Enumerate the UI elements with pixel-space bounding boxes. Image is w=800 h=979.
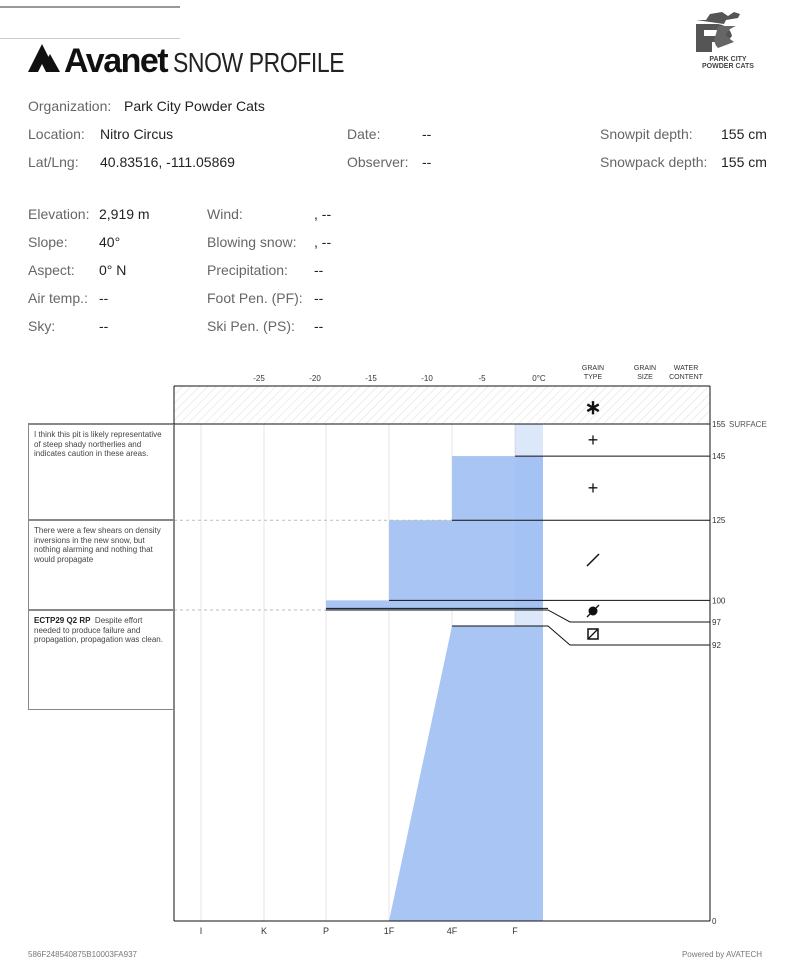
surface-label: SURFACE [729,420,767,429]
elevation-label: Elevation: [28,206,90,222]
foot-pen-label: Foot Pen. (PF): [207,290,303,306]
elevation-value: 2,919 m [99,206,150,222]
grain-symbol-0: + [587,430,599,451]
grain-symbol-1: + [587,478,599,499]
blowing-snow-label: Blowing snow: [207,234,297,250]
hardness-tick-label: 4F [446,926,458,936]
powered-by: Powered by AVATECH [681,950,762,959]
hardness-overlap [515,424,543,626]
product-name: SNOW PROFILE [173,47,345,78]
hardness-tick-label: I [199,926,203,936]
precipitation-value: -- [314,262,324,278]
height-label: 100 [712,596,726,606]
partner-line2: POWDER CATS [702,63,754,70]
snowpit-depth-label: Snowpit depth: [600,126,693,142]
ski-pen-value: -- [314,318,324,334]
aspect-value: 0° N [99,262,127,278]
temp-tick-label: 0°C [532,374,546,383]
hardness-tick-label: P [322,926,330,936]
temp-tick-label: -5 [478,374,486,383]
organization-value: Park City Powder Cats [124,98,265,114]
stability-test-result: ECTP29 Q2 RP [34,616,91,625]
slope-value: 40° [99,234,121,250]
note-2-text: There were a few shears on density inversions in the new snow, but nothing alarming and nothing that would propagate [34,526,161,564]
date-label: Date: [347,126,381,142]
height-label: 92 [712,641,721,650]
observer-value: -- [422,154,432,170]
profile-id: 586F248540875B10003FA937 [28,950,137,959]
height-label: 125 [712,516,726,526]
height-label: 0 [712,917,717,926]
blowing-snow-value: , -- [314,234,332,250]
column-header-water-content: WATER [673,365,699,372]
column-header-water-content: CONTENT [669,374,703,381]
height-label: 155 [712,420,726,429]
wind-label: Wind: [207,206,243,222]
column-header-grain-type: TYPE [583,374,603,381]
temp-tick-label: -10 [421,374,433,383]
observer-label: Observer: [347,154,409,170]
location-label: Location: [28,126,85,142]
layer-note-2 [28,520,174,610]
grain-symbol-4-slash [588,629,598,639]
column-header-grain-size: SIZE [637,374,653,381]
airtemp-value: -- [99,290,109,306]
date-value: -- [422,126,432,142]
temp-tick-label: -20 [309,374,321,383]
snowpack-depth-value: 155 cm [721,154,767,170]
airtemp-label: Air temp.: [28,290,88,306]
column-header-grain-type: GRAIN [581,365,605,372]
grain-symbol-2 [587,554,599,566]
partner-line1: PARK CITY [709,56,747,63]
snowpit-depth-value: 155 cm [721,126,767,142]
hardness-wedge-5 [389,626,543,921]
temp-tick-label: -15 [365,374,377,383]
sky-label: Sky: [28,318,56,334]
latlng-label: Lat/Lng: [28,154,79,170]
hardness-tick-label: 1F [383,926,395,936]
surface-band [174,386,710,424]
sky-value: -- [99,318,109,334]
slope-label: Slope: [28,234,68,250]
height-label: 145 [712,452,726,462]
hardness-tick-label: K [260,926,268,936]
hardness-tick-label: F [512,926,518,936]
hardness-fill [326,424,543,921]
location-value: Nitro Circus [100,126,174,142]
note-3-text: Despite effort needed to produce failure and propagation, propagation was clean. [34,616,163,644]
latlng-value: 40.83516, -111.05869 [100,154,235,170]
wind-value: , -- [314,206,332,222]
layer-note-1 [28,424,174,520]
temp-tick-label: -25 [253,374,265,383]
ski-pen-label: Ski Pen. (PS): [207,318,295,334]
precipitation-label: Precipitation: [207,262,288,278]
column-header-grain-size: GRAIN [633,365,657,372]
grain-symbol-surface: ∗ [584,397,602,419]
brand-name: Avanet [64,42,168,80]
aspect-label: Aspect: [28,262,75,278]
layer-note-3 [28,610,174,710]
organization-label: Organization: [28,98,112,114]
note-1-text: I think this pit is likely representative of steep shady northerlies and indicates caution in these areas. [34,430,162,458]
foot-pen-value: -- [314,290,324,306]
snowpack-depth-label: Snowpack depth: [600,154,708,170]
height-label: 97 [712,618,721,627]
